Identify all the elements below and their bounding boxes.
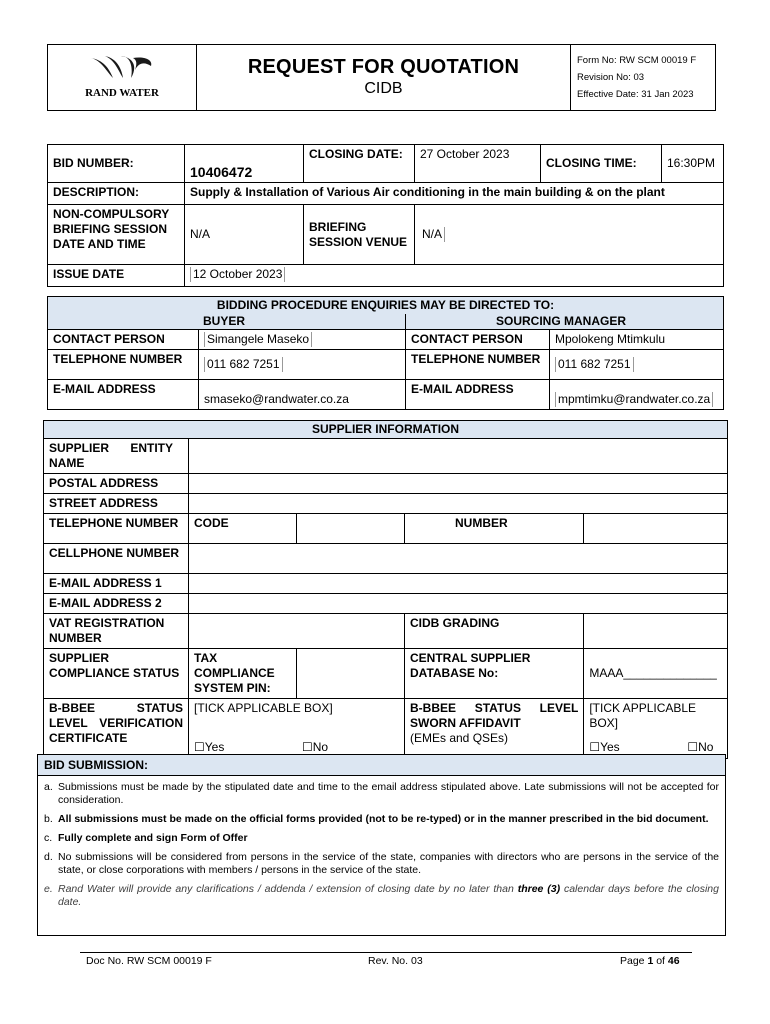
buyer-email-field[interactable]: smaseko@randwater.co.za — [204, 392, 349, 406]
number-label: NUMBER — [405, 514, 584, 544]
submission-item-d — [44, 851, 719, 877]
item-text-post: calendar days before the closing date. — [58, 883, 719, 908]
email1-input[interactable] — [189, 574, 728, 594]
page-title: REQUEST FOR QUOTATION — [247, 55, 520, 78]
postal-address-input[interactable] — [189, 474, 728, 494]
buyer-contact-cell — [199, 330, 406, 350]
page-number: 1 — [647, 955, 654, 967]
buyer-name-field[interactable]: Simangele Maseko — [204, 332, 312, 347]
buyer-heading: BUYER — [48, 314, 406, 330]
street-address-input[interactable] — [189, 494, 728, 514]
briefing-session-value: N/A — [185, 205, 304, 265]
vat-input[interactable] — [189, 614, 405, 649]
page-pre: Page — [620, 955, 648, 967]
manager-contact-label: CONTACT PERSON — [406, 330, 550, 350]
code-label: CODE — [189, 514, 297, 544]
csd-label: CENTRAL SUPPLIER DATABASE No: — [405, 649, 584, 699]
manager-contact-cell — [550, 330, 724, 350]
item-text: All submissions must be made on the official forms provided (not to be re-typed) or in the manner prescribed in the bid document. — [58, 813, 709, 825]
supplier-heading: SUPPLIER INFORMATION — [44, 421, 728, 439]
manager-email-field[interactable]: mpmtimku@randwater.co.za — [555, 392, 713, 407]
bid-number-label: BID NUMBER: — [48, 145, 185, 183]
manager-email-label: E-MAIL ADDRESS — [406, 380, 550, 410]
closing-time-label: CLOSING TIME: — [541, 145, 662, 183]
item-text: Submissions must be made by the stipulated date and time to the email address stipulated above. Late submissions will not be accepted for consideration. — [58, 781, 719, 806]
briefing-venue-value — [415, 205, 724, 265]
form-number: Form No: RW SCM 00019 F — [577, 55, 697, 66]
certificate-yes-checkbox[interactable]: ☐Yes — [194, 740, 225, 754]
submission-item-c — [44, 832, 719, 845]
page-mid: of — [653, 955, 668, 967]
buyer-telephone-label: TELEPHONE NUMBER — [48, 350, 199, 380]
footer-page — [620, 955, 680, 967]
effective-date: Effective Date: 31 Jan 2023 — [577, 89, 694, 100]
buyer-email-cell — [199, 380, 406, 410]
rand-water-logo-icon — [87, 54, 157, 80]
item-text: Fully complete and sign Form of Offer — [58, 832, 248, 844]
briefing-session-label — [48, 205, 185, 265]
csd-value[interactable]: MAAA______________ — [584, 649, 728, 699]
footer-rule — [80, 952, 692, 953]
affidavit-no-checkbox[interactable]: ☐No — [687, 740, 714, 754]
certificate-no-checkbox[interactable]: ☐No — [302, 740, 329, 754]
bbbee-affidavit-label — [405, 699, 584, 759]
closing-date-label: CLOSING DATE: — [304, 145, 415, 183]
enquiries-heading: BIDDING PROCEDURE ENQUIRIES MAY BE DIRECTED TO: — [48, 297, 724, 315]
closing-date-value: 27 October 2023 — [415, 145, 541, 183]
submission-item-a — [44, 781, 719, 807]
email1-label: E-MAIL ADDRESS 1 — [44, 574, 189, 594]
logo-cell — [48, 45, 197, 111]
vat-label: VAT REGISTRATION NUMBER — [44, 614, 189, 649]
tick-box-note-2: [TICK APPLICABLE BOX] — [589, 701, 697, 730]
email2-input[interactable] — [189, 594, 728, 614]
briefing-venue-label: BRIEFING SESSION VENUE — [304, 205, 415, 265]
item-marker: e. — [44, 883, 53, 895]
briefing-session-label-text: NON-COMPULSORY BRIEFING SESSION DATE AND TIME — [53, 207, 170, 251]
bbbee-affidavit-options — [584, 699, 728, 759]
item-marker: c. — [44, 832, 53, 844]
cidb-grading-input[interactable] — [584, 614, 728, 649]
cellphone-label: CELLPHONE NUMBER — [44, 544, 189, 574]
form-meta-cell — [571, 45, 716, 111]
page-subtitle: CIDB — [364, 79, 403, 97]
supplier-info-table — [43, 420, 728, 759]
item-text-pre: Rand Water will provide any clarifications / addenda / extension of closing date by no later than — [58, 883, 518, 895]
telephone-label: TELEPHONE NUMBER — [44, 514, 189, 544]
manager-telephone-cell — [550, 350, 724, 380]
closing-time-value: 16:30PM — [662, 145, 724, 183]
issue-date-field[interactable]: 12 October 2023 — [190, 267, 285, 282]
title-cell — [197, 45, 571, 111]
number-input[interactable] — [584, 514, 728, 544]
description-value: Supply & Installation of Various Air conditioning in the main building & on the plant — [185, 183, 724, 205]
bid-submission-heading: BID SUBMISSION: — [38, 755, 725, 776]
code-input[interactable] — [297, 514, 405, 544]
bid-submission-box — [37, 754, 726, 936]
item-text: No submissions will be considered from persons in the service of the state, companies with directors who are persons in the service of the state, or close corporations with members / persons in the service of the state. — [58, 851, 719, 876]
manager-telephone-label: TELEPHONE NUMBER — [406, 350, 550, 380]
street-address-label: STREET ADDRESS — [44, 494, 189, 514]
logo-text: RAND WATER — [85, 87, 159, 99]
submission-list — [38, 776, 725, 909]
entity-name-label: SUPPLIER ENTITY NAME — [44, 439, 189, 474]
bid-number-value: 10406472 — [185, 145, 304, 183]
tax-pin-label: TAX COMPLIANCE SYSTEM PIN: — [189, 649, 297, 699]
cellphone-input[interactable] — [189, 544, 728, 574]
item-text — [58, 883, 719, 909]
issue-date-label: ISSUE DATE — [48, 265, 185, 287]
sourcing-manager-heading: SOURCING MANAGER — [406, 314, 724, 330]
issue-date-cell — [185, 265, 724, 287]
page-total: 46 — [667, 955, 680, 967]
footer-doc-no: Doc No. RW SCM 00019 F — [86, 955, 212, 967]
affidavit-label-text: B-BBEE STATUS LEVEL SWORN AFFIDAVIT — [410, 701, 579, 730]
briefing-venue-field[interactable]: N/A — [420, 227, 445, 242]
revision-number: Revision No: 03 — [577, 72, 645, 83]
manager-email-cell — [550, 380, 724, 410]
manager-name-field[interactable]: Mpolokeng Mtimkulu — [555, 332, 666, 346]
bbbee-certificate-options — [189, 699, 405, 759]
entity-name-input[interactable] — [189, 439, 728, 474]
item-marker: d. — [44, 851, 53, 863]
cidb-grading-label: CIDB GRADING — [405, 614, 584, 649]
bid-details-table — [47, 144, 724, 287]
compliance-status-label: SUPPLIER COMPLIANCE STATUS — [44, 649, 189, 699]
tick-box-note: [TICK APPLICABLE BOX] — [194, 701, 333, 715]
buyer-telephone-cell — [199, 350, 406, 380]
submission-item-b — [44, 813, 719, 826]
footer-rev: Rev. No. 03 — [368, 955, 423, 967]
buyer-phone-field[interactable]: 011 682 7251 — [204, 357, 283, 372]
item-marker: a. — [44, 781, 53, 793]
bbbee-certificate-label: B-BBEE STATUS LEVEL VERIFICATION CERTIFICATE — [44, 699, 189, 759]
postal-address-label: POSTAL ADDRESS — [44, 474, 189, 494]
affidavit-yes-checkbox[interactable]: ☐Yes — [589, 740, 620, 754]
email2-label: E-MAIL ADDRESS 2 — [44, 594, 189, 614]
emes-note: (EMEs and QSEs) — [410, 731, 509, 745]
buyer-contact-label: CONTACT PERSON — [48, 330, 199, 350]
document-header — [47, 44, 716, 111]
item-marker: b. — [44, 813, 53, 825]
enquiries-table — [47, 296, 724, 410]
item-text-bold: three (3) — [517, 883, 561, 895]
submission-item-e — [44, 883, 719, 909]
description-label: DESCRIPTION: — [48, 183, 185, 205]
buyer-email-label: E-MAIL ADDRESS — [48, 380, 199, 410]
tax-pin-input[interactable] — [297, 649, 405, 699]
manager-phone-field[interactable]: 011 682 7251 — [555, 357, 634, 372]
